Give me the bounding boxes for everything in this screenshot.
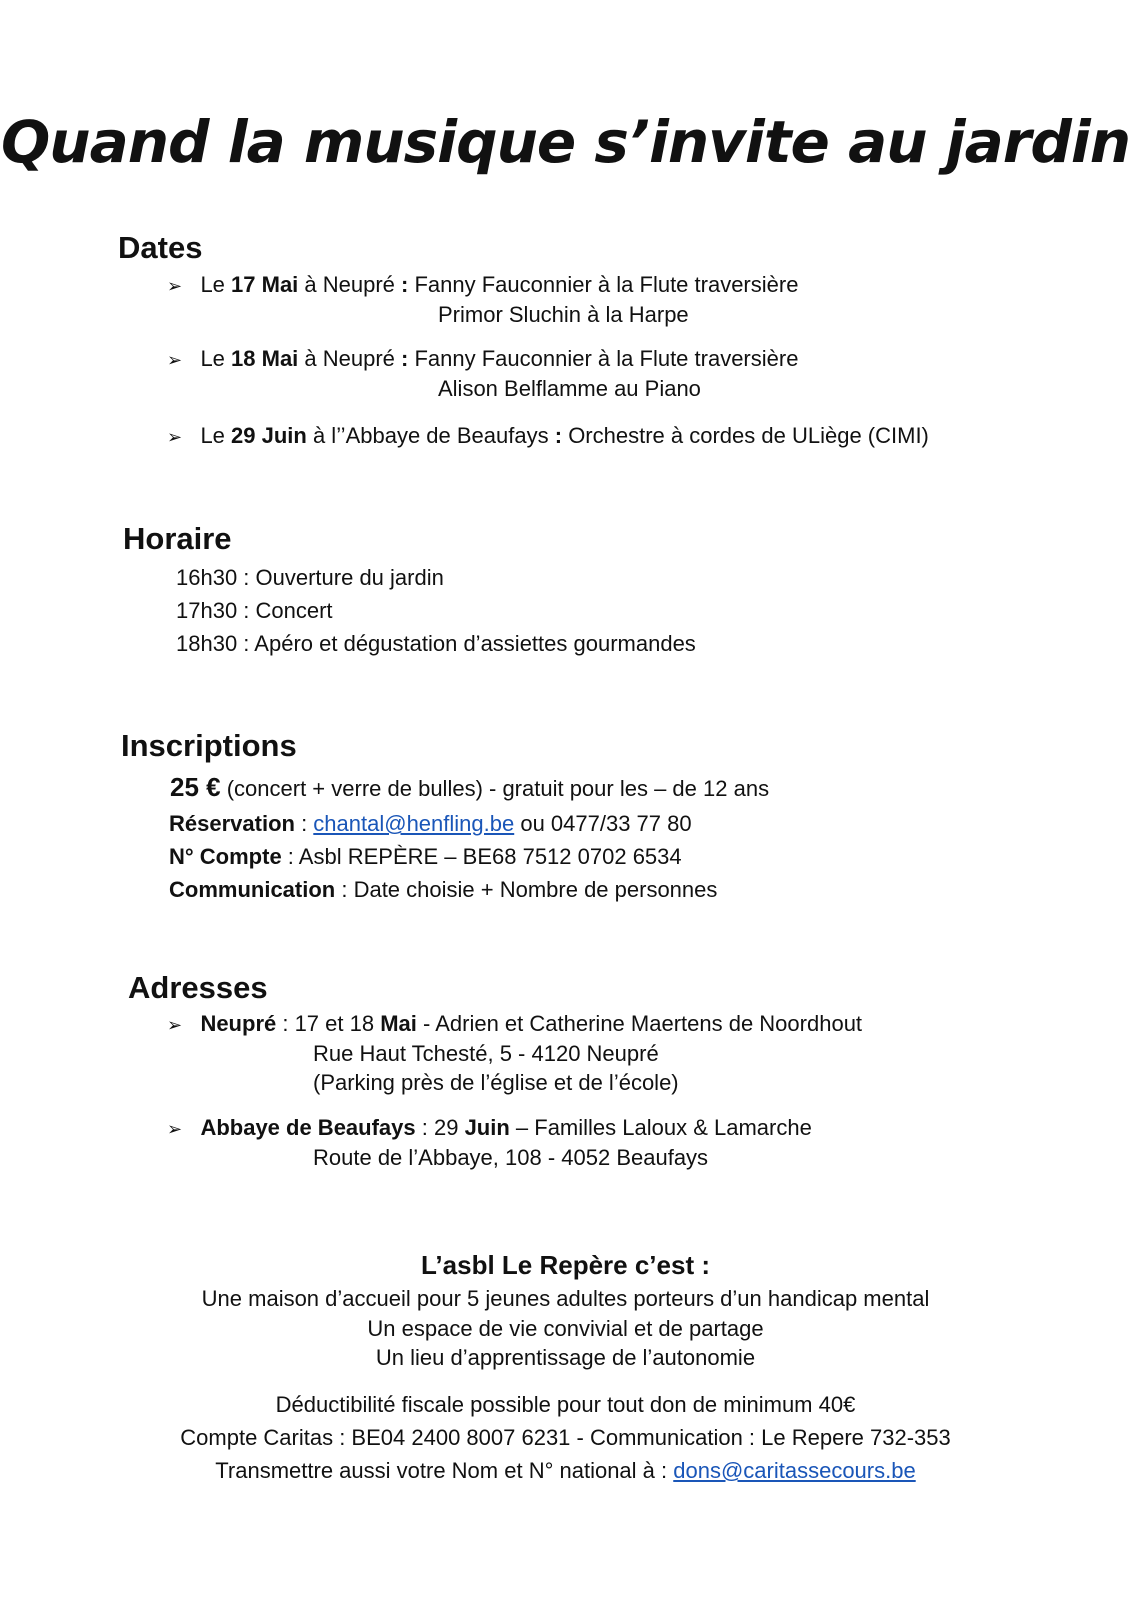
caritas-line: Compte Caritas : BE04 2400 8007 6231 - Communication : Le Repere 732-353	[180, 1425, 951, 1450]
inscriptions-heading: Inscriptions	[121, 728, 297, 763]
dates-heading: Dates	[118, 230, 203, 265]
page-title: Quand la musique s’invite au jardin	[0, 108, 1131, 176]
adresses-heading: Adresses	[128, 970, 268, 1005]
communication-line: Communication : Date choisie + Nombre de personnes	[169, 877, 718, 902]
address-line: Route de l’Abbaye, 108 - 4052 Beaufays	[313, 1145, 709, 1170]
bullet-arrow-icon: ➢	[167, 350, 183, 370]
bullet-arrow-icon: ➢	[167, 1015, 183, 1035]
price-value: 25 €	[170, 772, 221, 802]
fiscal-line: Déductibilité fiscale possible pour tout don de minimum 40€	[275, 1392, 856, 1417]
performer-line: Alison Belflamme au Piano	[438, 376, 701, 401]
price-line: 25 € (concert + verre de bulles) - gratuit pour les – de 12 ans	[170, 772, 770, 802]
address-beaufays: ➢ Abbaye de Beaufays : 29 Juin – Familles Laloux & Lamarche	[167, 1115, 812, 1140]
performer-line: Fanny Fauconnier à la Flute traversière	[414, 272, 799, 297]
address-neupre: ➢ Neupré : 17 et 18 Mai - Adrien et Catherine Maertens de Noordhout	[167, 1011, 863, 1036]
asbl-line: Un lieu d’apprentissage de l’autonomie	[375, 1345, 756, 1370]
transmit-line: Transmettre aussi votre Nom et N° national à : dons@caritassecours.be	[215, 1458, 916, 1483]
date-value: 17 Mai	[231, 272, 299, 297]
date-value: 18 Mai	[231, 346, 299, 371]
asbl-heading: L’asbl Le Repère c’est :	[420, 1250, 710, 1280]
bullet-arrow-icon: ➢	[167, 427, 183, 447]
donation-email-link[interactable]: dons@caritassecours.be	[673, 1458, 916, 1483]
date-item-3: ➢ Le 29 Juin à l’’Abbaye de Beaufays : Orchestre à cordes de ULiège (CIMI)	[167, 423, 929, 448]
schedule-line: 16h30 : Ouverture du jardin	[176, 565, 444, 590]
reservation-line: Réservation : chantal@henfling.be ou 0477/33 77 80	[169, 811, 692, 836]
performer-line: Orchestre à cordes de ULiège (CIMI)	[568, 423, 929, 448]
schedule-line: 17h30 : Concert	[176, 598, 333, 623]
asbl-line: Une maison d’accueil pour 5 jeunes adultes porteurs d’un handicap mental	[201, 1286, 930, 1311]
horaire-heading: Horaire	[123, 521, 232, 556]
date-item-2: ➢ Le 18 Mai à Neupré : Fanny Fauconnier à la Flute traversière	[167, 346, 799, 371]
bullet-arrow-icon: ➢	[167, 1119, 183, 1139]
asbl-line: Un espace de vie convivial et de partage	[367, 1316, 764, 1341]
schedule-line: 18h30 : Apéro et dégustation d’assiettes gourmandes	[176, 631, 696, 656]
account-line: N° Compte : Asbl REPÈRE – BE68 7512 0702 6534	[169, 844, 682, 869]
address-line: (Parking près de l’église et de l’école)	[313, 1070, 679, 1095]
bullet-arrow-icon: ➢	[167, 276, 183, 296]
reservation-email-link[interactable]: chantal@henfling.be	[313, 811, 515, 836]
date-item-1: ➢ Le 17 Mai à Neupré : Fanny Fauconnier à la Flute traversière	[167, 272, 799, 297]
performer-line: Fanny Fauconnier à la Flute traversière	[414, 346, 799, 371]
date-value: 29 Juin	[231, 423, 307, 448]
performer-line: Primor Sluchin à la Harpe	[438, 302, 689, 327]
address-line: Rue Haut Tchesté, 5 - 4120 Neupré	[313, 1041, 659, 1066]
